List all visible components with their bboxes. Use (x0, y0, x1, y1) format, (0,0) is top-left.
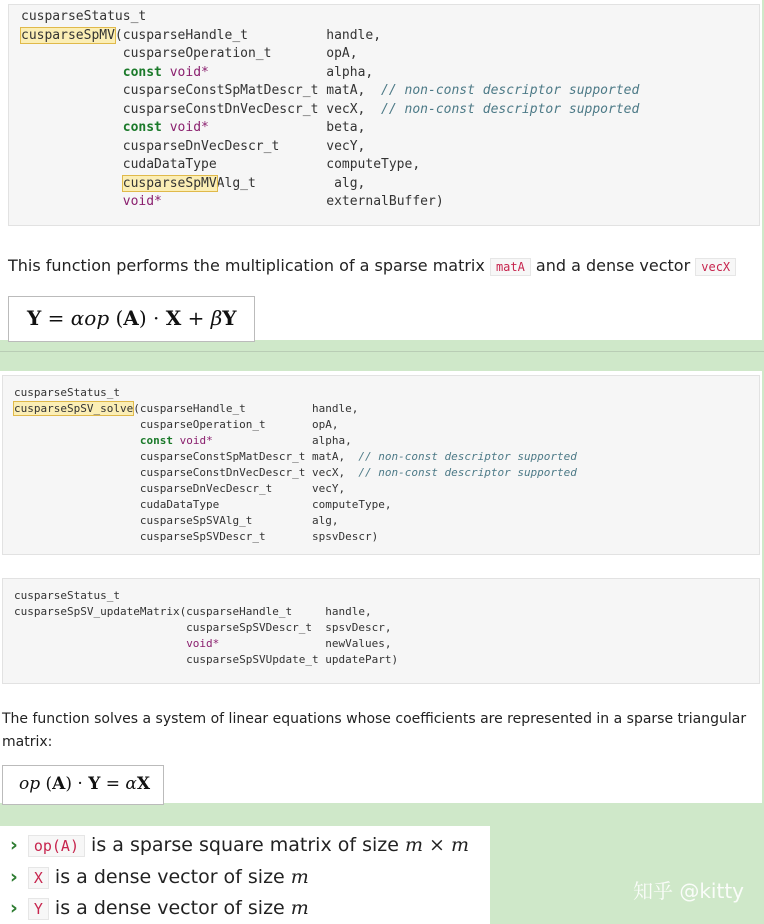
chevron-right-icon: › (10, 866, 18, 888)
code-token: alpha, (212, 434, 352, 447)
code-line (21, 120, 365, 135)
code-token: void* (179, 434, 213, 447)
code-token: cusparseSpSVUpdate_t updatePart) (14, 653, 399, 666)
code-token: void* (169, 64, 209, 80)
code-line (14, 605, 372, 618)
code-token: // non-const descriptor supported (358, 450, 577, 463)
code-mata: matA (490, 258, 531, 276)
code-token: beta, (208, 120, 366, 135)
code-line (21, 83, 639, 98)
code-line (21, 194, 444, 209)
code-token: // non-const descriptor supported (381, 83, 640, 98)
bullet-code: X (28, 867, 49, 889)
code-token: cusparseStatus_t (21, 9, 147, 24)
code-token: cusparseSpMV (122, 175, 217, 191)
code-line (14, 418, 339, 431)
code-token: cusparseStatus_t (14, 386, 120, 399)
spsv-solve-code-block (2, 375, 760, 555)
code-line (21, 46, 358, 61)
code-line (14, 402, 358, 415)
solve-description-line2: matrix: (2, 734, 53, 750)
code-line (14, 482, 345, 495)
code-token (21, 120, 123, 135)
code-token (173, 434, 180, 447)
spmv-panel (0, 0, 762, 340)
code-line (21, 139, 365, 154)
chevron-right-icon: › (10, 897, 18, 919)
code-token: cusparseConstDnVecDescr_t vecX, (14, 466, 359, 479)
code-line (21, 157, 420, 172)
code-token (162, 120, 170, 135)
code-token: (cusparseHandle_t handle, (133, 402, 359, 415)
code-token: cusparseSpSVAlg_t alg, (14, 514, 339, 527)
code-token: cusparseStatus_t (14, 589, 120, 602)
separator-line (0, 351, 764, 352)
chevron-right-icon: › (10, 834, 18, 856)
code-token (21, 65, 123, 80)
code-line (21, 65, 373, 80)
code-token (14, 434, 140, 447)
code-token: cusparseOperation_t opA, (14, 418, 339, 431)
code-token: cusparseSpSV_updateMatrix(cusparseHandle_t handle, (14, 605, 372, 618)
code-token (14, 637, 186, 650)
bullet-code: Y (28, 898, 49, 920)
code-line (14, 450, 577, 463)
code-token: cusparseConstDnVecDescr_t vecX, (21, 101, 382, 117)
code-line (21, 176, 365, 191)
code-token: cusparseSpSV_solve (14, 402, 134, 415)
spsv-update-code-block (2, 578, 760, 684)
code-line (14, 466, 577, 479)
code-line (14, 514, 339, 527)
code-token: cusparseSpSVDescr_t spsvDescr) (14, 530, 379, 543)
code-token: const (139, 434, 173, 447)
code-line (14, 386, 120, 399)
code-token (162, 65, 170, 80)
code-token: void* (122, 194, 162, 209)
code-token: cusparseDnVecDescr_t vecY, (14, 482, 346, 495)
spmv-description (8, 256, 736, 275)
code-token: // non-const descriptor supported (381, 101, 640, 117)
code-token (21, 194, 123, 209)
code-token: cudaDataType computeType, (14, 498, 392, 511)
code-line (14, 434, 352, 447)
code-line (14, 530, 378, 543)
code-token: cusparseDnVecDescr_t vecY, (21, 138, 366, 154)
code-line (14, 653, 398, 666)
code-token: void* (186, 637, 220, 650)
code-token: alpha, (208, 64, 374, 80)
solve-description-line1: The function solves a system of linear equations whose coefficients are represented in a sparse triangular (2, 711, 747, 727)
code-line (14, 621, 392, 634)
code-token: cusparseSpSVDescr_t spsvDescr, (14, 621, 392, 634)
code-token: void* (169, 120, 209, 135)
code-token (21, 176, 123, 191)
description-text: and a dense vector (530, 256, 696, 275)
code-line (14, 498, 392, 511)
code-token: cusparseOperation_t opA, (21, 46, 358, 61)
code-line (21, 102, 639, 117)
code-token: externalBuffer) (161, 194, 444, 209)
bullet-item-opa: › op(A) is a sparse square matrix of size m × m (10, 834, 470, 856)
code-token: const (122, 64, 162, 80)
bullets-panel (0, 826, 490, 924)
code-token: cusparseConstSpMatDescr_t matA, (21, 83, 382, 98)
solve-description (2, 708, 746, 754)
bullet-code: op(A) (28, 835, 85, 857)
code-token: // non-const descriptor supported (358, 466, 577, 479)
spsv-panel (0, 371, 762, 803)
code-vecx: vecX (695, 258, 736, 276)
code-token: cudaDataType computeType, (21, 157, 421, 172)
code-token: cusparseConstSpMatDescr_t matA, (14, 450, 359, 463)
code-token: (cusparseHandle_t handle, (114, 27, 382, 43)
code-token: cusparseSpMV (21, 27, 115, 43)
bullet-item-y: › Y is a dense vector of size m (10, 897, 309, 919)
code-token: const (122, 120, 162, 135)
description-text: This function performs the multiplication of a sparse matrix (8, 256, 490, 275)
bullet-item-x: › X is a dense vector of size m (10, 866, 309, 888)
code-line (14, 637, 392, 650)
code-token: newValues, (219, 637, 392, 650)
spsv-formula: op (A) · Y = αX (2, 765, 164, 805)
code-token: Alg_t alg, (216, 175, 366, 191)
spmv-formula: Y = αop (A) · X + βY (8, 296, 255, 342)
code-line (21, 9, 146, 24)
spmv-code-block (8, 4, 760, 226)
watermark: 知乎 @kitty (632, 879, 744, 903)
code-line (14, 589, 120, 602)
code-line (21, 28, 381, 43)
